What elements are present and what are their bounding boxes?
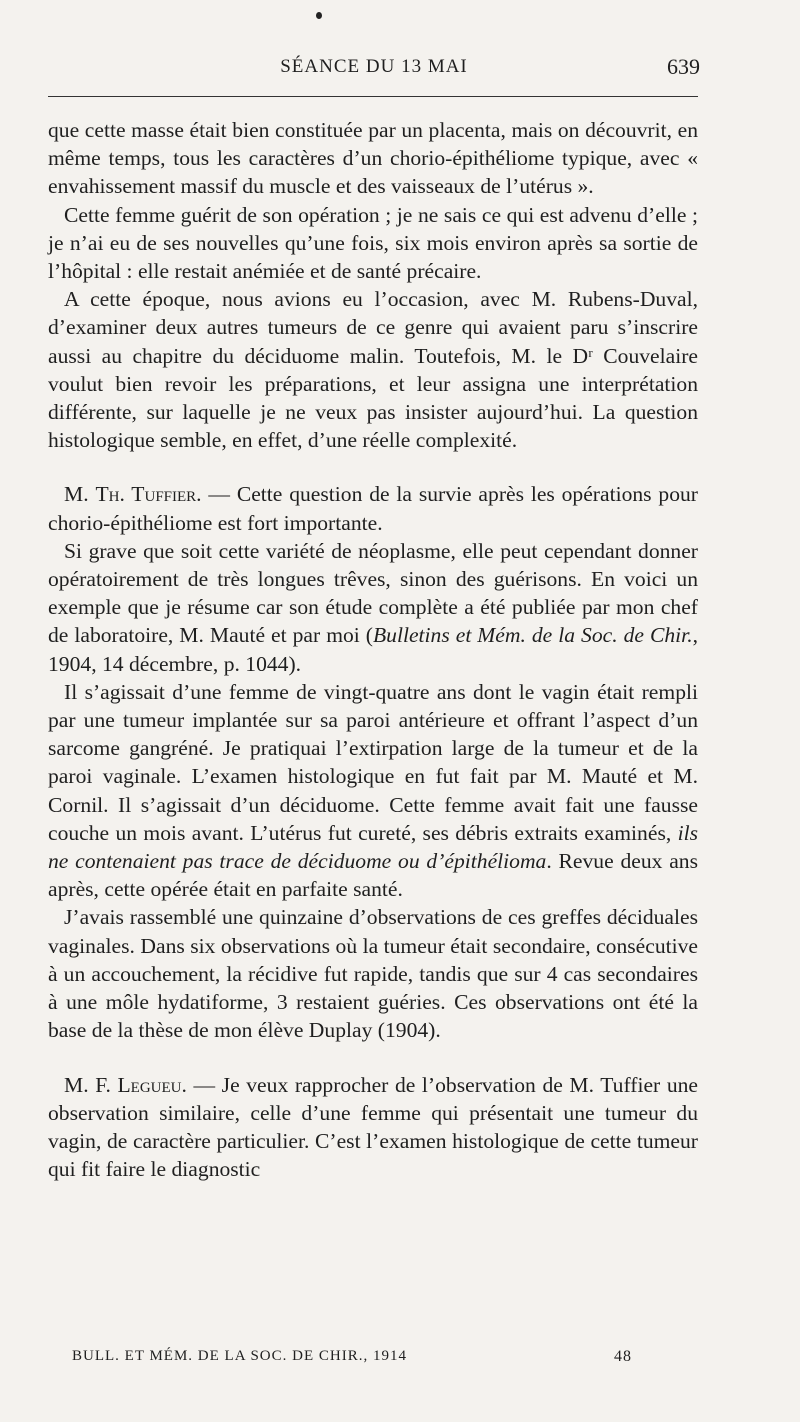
- citation: Bulletins et Mém. de la Soc. de Chir.: [372, 623, 693, 648]
- section-gap: [48, 454, 698, 480]
- signature-mark: 48: [614, 1348, 632, 1365]
- paragraph: Cette femme guérit de son opération ; je ne sais ce qui est advenu d’elle ; je n’ai eu de ses nouvelles qu’une fois, six mois environ après sa sortie de l’hôpital : elle restait anémiée et de santé précaire.: [48, 202, 698, 284]
- paragraph: que cette masse était bien constituée par un placenta, mais on découvrit, en même temps, tous les caractères d’un chorio-épithéliome typique, avec « envahissement massif du muscle et des vaisseaux de l’utérus ».: [48, 118, 698, 199]
- paragraph-text: Il s’agissait d’une femme de vingt-quatre ans dont le vagin était rempli par une tumeur implantée sur sa paroi antérieure et offrant l’aspect d’un sarcome gangréné. Je pratiquai l’extirpation large de la tumeur et de la paroi vaginale. L’examen histologique en fut fait par M. Mauté et M. Cornil. Il s’agissait d’un déciduome. Cette femme avait fait une fausse couche un mois avant. L’utérus fut cureté, ses débris extraits examinés,: [48, 679, 698, 845]
- paragraph-text: . Revue deux ans après, cette opérée était en parfaite santé.: [48, 849, 698, 902]
- paragraph-text: Si grave que soit cette variété de néoplasme, elle peut cependant donner opératoirement de très longues trêves, sinon des guérisons. En voici un exemple que je résume car son étude complète a été publiée par mon chef de laboratoire, M. Mauté et par moi (: [48, 538, 698, 648]
- page-footer: [72, 1348, 632, 1365]
- speaker-prefix: M.: [64, 482, 96, 507]
- speaker-name: F. Legueu: [95, 1072, 182, 1097]
- speaker-paragraph-legueu: [48, 1071, 698, 1184]
- header-rule: [48, 96, 698, 97]
- ink-speck: [316, 12, 322, 19]
- paragraph: A cette époque, nous avions eu l’occasion, avec M. Rubens-Duval, d’examiner deux autres tumeurs de ce genre qui avaient paru s’inscrire aussi au chapitre du déciduome malin. Toutefois, M. le Dʳ Couvelaire voulut bien revoir les préparations, et leur assigna une interprétation différente, sur laquelle je ne veux pas insister aujourd’hui. La question histologique semble, en effet, d’une réelle complexité.: [48, 287, 698, 453]
- body-text: [48, 116, 698, 1183]
- paragraph: [48, 678, 698, 904]
- paragraph: J’avais rassemblé une quinzaine d’observations de ces greffes déciduales vaginales. Dans six observations où la tumeur était secondaire, consécutive à un accouchement, la récidive fut rapide, tandis que sur 4 cas secondaires à une môle hydatiforme, 3 restaient guéries. Ces observations ont été la base de la thèse de mon élève Duplay (1904).: [48, 905, 698, 1043]
- speaker-paragraph-tuffier: [48, 480, 698, 536]
- section-gap: [48, 1045, 698, 1071]
- running-header: [48, 52, 700, 82]
- journal-reference: BULL. ET MÉM. DE LA SOC. DE CHIR., 1914: [72, 1348, 407, 1364]
- speaker-prefix: M.: [64, 1072, 96, 1097]
- paragraph: [48, 537, 698, 678]
- paragraph-text: . — Je veux rapprocher de l’observation de M. Tuffier une observation similaire, celle d’une femme qui présentait une tumeur du vagin, de caractère particulier. C’est l’examen histologique de cette tumeur qui fit faire le diagnostic: [48, 1072, 698, 1182]
- paragraph-text: . — Cette question de la survie après les opérations pour chorio-épithéliome est fort importante.: [48, 482, 698, 535]
- page-number: 639: [667, 54, 700, 79]
- italic-phrase: ils ne contenaient pas trace de déciduome ou d’épithélioma: [48, 820, 698, 874]
- paragraph-text: , 1904, 14 décembre, p. 1044).: [48, 623, 698, 676]
- speaker-name: Th. Tuffier: [95, 482, 197, 507]
- header-title: SÉANCE DU 13 MAI: [280, 56, 468, 77]
